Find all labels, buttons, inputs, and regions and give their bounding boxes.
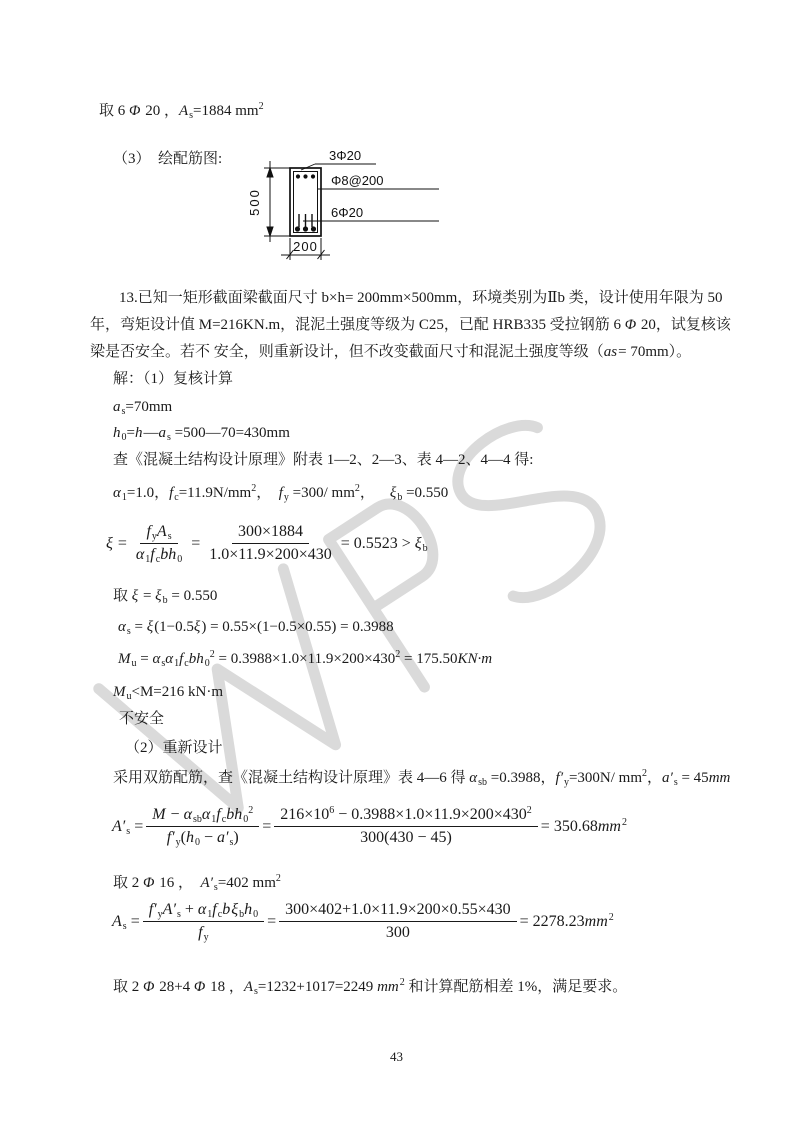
line-double-reinforcement: 采用双筋配筋，查《混凝土结构设计原理》表 4—6 得 $\alpha_{sb} =0.3988$，$f'_y=300N/$ $mm^2$，$a'_s = 45mm$ bbox=[113, 768, 731, 788]
solution-heading-2: （2）重新设计 bbox=[125, 740, 223, 756]
formula-as-result: = $2278.23mm^2$ bbox=[519, 911, 614, 930]
watermark-letter-w bbox=[99, 569, 379, 836]
line-lookup-tables: 查《混凝土结构设计原理》附表 1—2、2—3、表 4—2、4—4 得: bbox=[113, 452, 534, 468]
line-final-rebar-choice: 取 2 Φ 28+4 Φ 18 ，$A_s=1232+1017=2249$ $mm^2$ 和计算配筋相差 1%，满足要求。 bbox=[113, 977, 628, 997]
height-dimension bbox=[264, 161, 290, 242]
formula-as-fraction-numeric: $\frac{300\times 402+1.0\times 11.9\times 200\times 0.55\times 430}{300}$ bbox=[279, 901, 517, 942]
label-stirrup: Φ8@200 bbox=[331, 173, 384, 188]
formula-as-prime-result: = $350.68mm^2$ bbox=[540, 816, 627, 835]
formula-as-fraction-symbolic: $\frac{f'_yA'_s + \alpha_1f_cb\xi_bh_0}{f_y}$ bbox=[143, 901, 264, 942]
line-draw-rebar-label: （3） 绘配筋图: bbox=[113, 151, 223, 167]
formula-as-prime-fraction-numeric: $\frac{216\times 10^6 - 0.3988\times 1.0\times 11.9\times 200\times 430^2}{300(430 - 45)}$ bbox=[274, 806, 538, 847]
formula-xi-lhs: ξ = bbox=[106, 534, 127, 552]
formula-xi-fraction-symbolic: $\frac{f_yA_s}{\alpha_1f_cbh_0}$ bbox=[135, 523, 183, 565]
line-take-xi: 取 $\xi = \xi_b = 0.550$ bbox=[113, 588, 218, 606]
problem-paragraph-line-1: 13.已知一矩形截面梁截面尺寸 b×h= 200mm×500mm，环境类别为Ⅱb 类，设计使用年限为 50 bbox=[119, 290, 723, 306]
line-mu-less-m: $M_u<M=216$ kN·m bbox=[113, 684, 224, 702]
line-take-6phi20: 取 6 Φ 20 ，$A_s=1884$ $mm^2$ bbox=[99, 101, 264, 121]
page-number: 43 bbox=[390, 1049, 403, 1064]
formula-xi-fraction-numeric: $\frac{300\times 1884}{1.0\times 11.9\times 200\times 430}$ bbox=[209, 523, 332, 563]
line-mu-calc: $M_u = \alpha_s\alpha_1f_cbh_0^2 = 0.3988\times 1.0\times 11.9\times 200\times 430^2 = 175.50KN\cdot m$ bbox=[118, 649, 493, 669]
solution-heading-1: 解：（1）复核计算 bbox=[113, 371, 234, 387]
line-unsafe: 不安全 bbox=[119, 711, 165, 727]
formula-xi: ξ = $\frac{f_yA_s}{\alpha_1f_cbh_0}$ = $\frac{300\times 1884}{1.0\times 11.9\times 200\times 430}$ = $0.5523 > \xi_b$ bbox=[106, 523, 428, 565]
line-h0-calc: $h_0=h—a_s$ =500—70=430mm bbox=[113, 425, 290, 443]
problem-paragraph-line-3: 梁是否安全。若不 安全，则重新设计，但不改变截面尺寸和混泥土强度等级（as= 70mm）。 bbox=[90, 344, 692, 360]
formula-as-prime-fraction-symbolic: $\frac{M - \alpha_{sb}\alpha_1f_cbh_0^2}{f'_y(h_0 - a'_s)}$ bbox=[146, 806, 259, 847]
formula-as-lhs: $A_s$ = bbox=[112, 912, 140, 932]
formula-as-prime: $A'_s$ = $\frac{M - \alpha_{sb}\alpha_1f_cbh_0^2}{f'_y(h_0 - a'_s)}$ = $\frac{216\times 10^6 - 0.3988\times 1.0\times 11.9\times 200\times 430^2}{300(430 - 45)}$ = $350.68mm^2$ bbox=[112, 805, 627, 848]
top-rebar-dots bbox=[296, 174, 315, 178]
line-coefficients: $\alpha_1=1.0$，$f_c=11.9N/mm^2$， $f_y =300/$ $mm^2$， $\xi_b =0.550$ bbox=[113, 483, 449, 503]
formula-as: $A_s$ = $\frac{f'_yA'_s + \alpha_1f_cb\xi_bh_0}{f_y}$ = $\frac{300\times 402+1.0\times 11.9\times 200\times 0.55\times 430}{300}$ = $2278.23mm^2$ bbox=[112, 901, 614, 943]
problem-paragraph-line-2: 年，弯矩设计值 M=216KN.m，混泥土强度等级为 C25，已配 HRB335 受拉钢筋 6 Φ 20，试复核该 bbox=[90, 317, 731, 333]
line-alpha-s: $\alpha_s = \xi(1-0.5\xi) = 0.55\times(1-0.5\times 0.55) = 0.3988$ bbox=[118, 619, 394, 637]
formula-xi-result: = $0.5523 > \xi_b$ bbox=[340, 534, 428, 554]
height-dimension-text: 500 bbox=[247, 188, 262, 216]
width-dimension-text: 200 bbox=[293, 239, 318, 254]
beam-section-diagram bbox=[243, 139, 458, 279]
line-as-70mm: $a_s=70mm$ bbox=[113, 399, 173, 417]
label-6phi20: 6Φ20 bbox=[331, 205, 364, 220]
label-3phi20: 3Φ20 bbox=[329, 148, 362, 163]
formula-as-prime-lhs: $A'_s$ = bbox=[112, 817, 144, 837]
bottom-rebar-dots bbox=[295, 214, 315, 231]
line-take-2phi16: 取 2 Φ 16 ， $A'_s=402$ $mm^2$ bbox=[113, 873, 281, 893]
watermark-letter-s bbox=[434, 410, 619, 609]
